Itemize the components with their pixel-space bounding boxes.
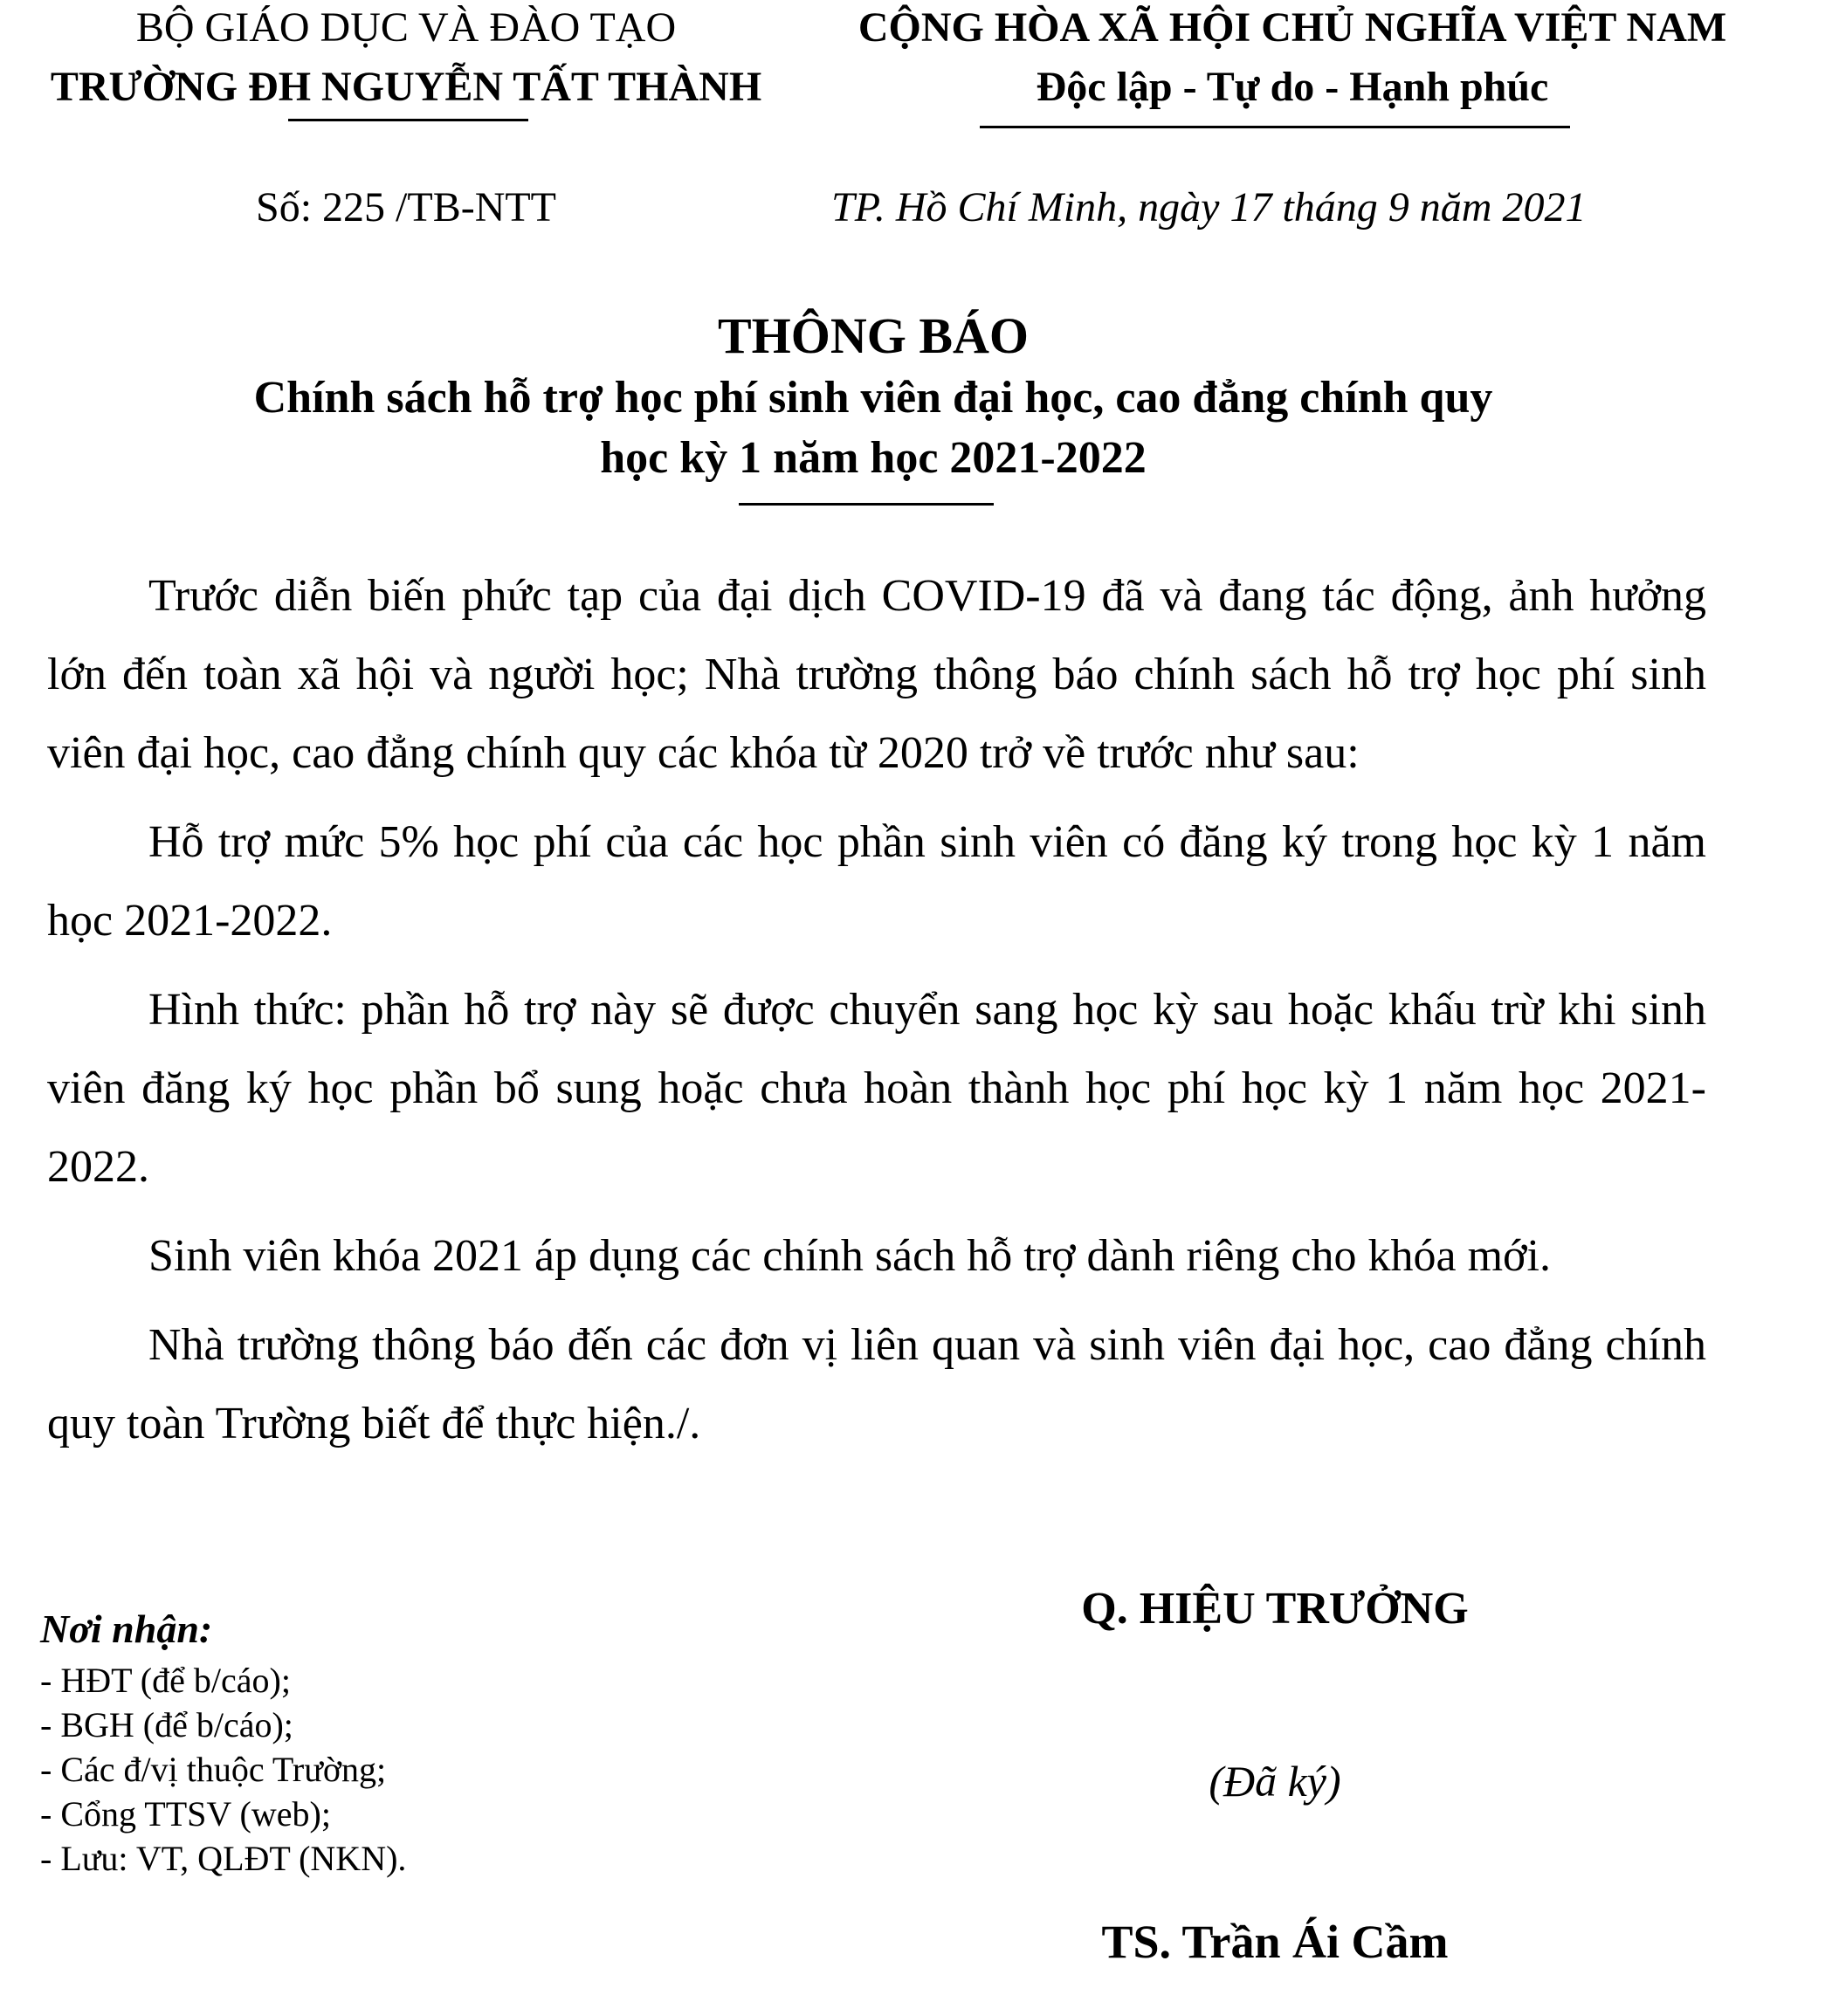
document-number: Số: 225 /TB-NTT: [256, 184, 556, 230]
motto-underline: [980, 126, 1570, 128]
recipient-item: - Cổng TTSV (web);: [40, 1794, 331, 1834]
body-paragraph: Nhà trường thông báo đến các đơn vị liên quan và sinh viên đại học, cao đẳng chính quy toàn Trường biết để thực hiện./.: [47, 1320, 1706, 1448]
school-underline: [288, 119, 528, 121]
signer-name: TS. Trần Ái Cầm: [1101, 1916, 1449, 1968]
country-name: CỘNG HÒA XÃ HỘI CHỦ NGHĨA VIỆT NAM: [858, 4, 1727, 51]
document-subtitle-line-2: học kỳ 1 năm học 2021-2022: [600, 433, 1147, 483]
recipient-item: - BGH (để b/cáo);: [40, 1705, 293, 1744]
body-paragraph: Sinh viên khóa 2021 áp dụng các chính sách hỗ trợ dành riêng cho khóa mới.: [148, 1231, 1551, 1281]
recipient-item: - Các đ/vị thuộc Trường;: [40, 1750, 387, 1789]
school-name: TRƯỜNG ĐH NGUYỄN TẤT THÀNH: [50, 64, 762, 110]
document-body: [47, 557, 1706, 1474]
place-and-date: TP. Hồ Chí Minh, ngày 17 tháng 9 năm 2021: [831, 184, 1587, 230]
recipient-item: - Lưu: VT, QLĐT (NKN).: [40, 1839, 407, 1878]
body-paragraph: Hình thức: phần hỗ trợ này sẽ được chuyển sang học kỳ sau hoặc khấu trừ khi sinh viên đăng ký học phần bổ sung hoặc chưa hoàn thành học phí học kỳ 1 năm học 2021-2022.: [47, 985, 1706, 1192]
document-subtitle-line-1: Chính sách hỗ trợ học phí sinh viên đại học, cao đẳng chính quy: [253, 373, 1493, 423]
body-paragraph: Hỗ trợ mức 5% học phí của các học phần sinh viên có đăng ký trong học kỳ 1 năm học 2021-2022.: [47, 817, 1706, 946]
document-title: THÔNG BÁO: [717, 307, 1030, 364]
title-underline: [739, 503, 994, 506]
national-motto: Độc lập - Tự do - Hạnh phúc: [1036, 64, 1549, 110]
body-paragraph: Trước diễn biến phức tạp của đại dịch COVID-19 đã và đang tác động, ảnh hưởng lớn đến toàn xã hội và người học; Nhà trường thông báo chính sách hỗ trợ học phí sinh viên đại học, cao đẳng chính quy các khóa từ 2020 trở về trước như sau:: [47, 571, 1706, 778]
ministry-name: BỘ GIÁO DỤC VÀ ĐÀO TẠO: [135, 4, 677, 51]
signer-position: Q. HIỆU TRƯỞNG: [1081, 1584, 1469, 1634]
recipient-item: - HĐT (để b/cáo);: [40, 1661, 291, 1700]
recipients-heading: Nơi nhận:: [40, 1607, 213, 1651]
signed-note: (Đã ký): [1209, 1757, 1341, 1806]
